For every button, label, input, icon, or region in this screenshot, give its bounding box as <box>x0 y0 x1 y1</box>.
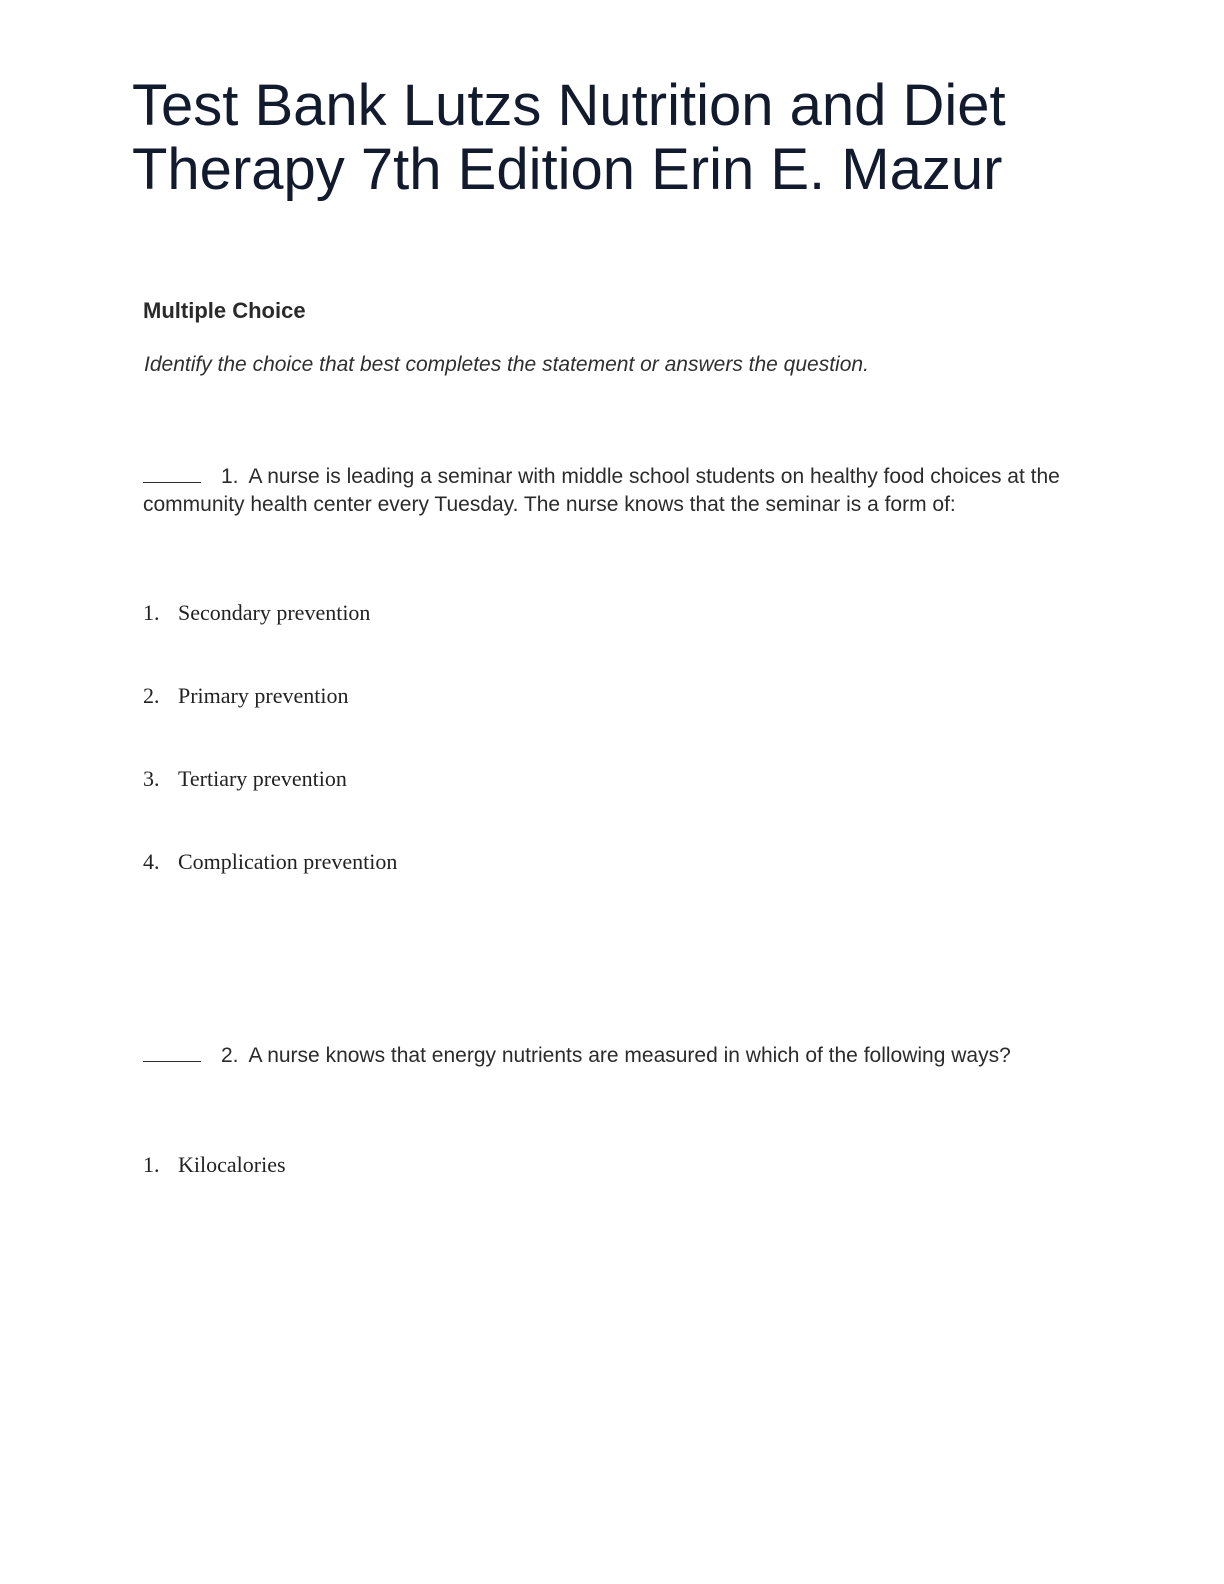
option-number: 1. <box>143 1152 160 1177</box>
question-text: A nurse is leading a seminar with middle school students on healthy food choices at the community health center every Tuesday. The nurse knows that the seminar is a form of: <box>143 465 1060 516</box>
question-2 <box>143 1041 1063 1070</box>
question-number: 1. <box>221 465 239 488</box>
option-text: Primary prevention <box>178 683 349 708</box>
answer-option <box>143 683 348 709</box>
option-number: 1. <box>143 600 160 625</box>
option-text: Tertiary prevention <box>178 766 347 791</box>
question-number: 2. <box>221 1044 239 1067</box>
option-number: 2. <box>143 683 160 708</box>
answer-option <box>143 600 370 626</box>
instructions-text: Identify the choice that best completes the statement or answers the question. <box>144 353 869 376</box>
question-text: A nurse knows that energy nutrients are measured in which of the following ways? <box>248 1044 1011 1067</box>
option-text: Complication prevention <box>178 849 398 874</box>
option-text: Secondary prevention <box>178 600 371 625</box>
answer-option <box>143 1152 286 1178</box>
option-text: Kilocalories <box>178 1152 286 1177</box>
section-heading: Multiple Choice <box>143 298 306 323</box>
answer-option <box>143 849 397 875</box>
title-line-1: Test Bank Lutzs Nutrition and Diet <box>132 73 1006 138</box>
question-1 <box>143 462 1063 519</box>
option-number: 4. <box>143 849 160 874</box>
title-line-2: Therapy 7th Edition Erin E. Mazur <box>132 137 1003 202</box>
option-number: 3. <box>143 766 160 791</box>
answer-blank <box>143 462 201 483</box>
answer-option <box>143 766 347 792</box>
answer-blank <box>143 1041 201 1062</box>
document-title <box>132 74 1132 202</box>
